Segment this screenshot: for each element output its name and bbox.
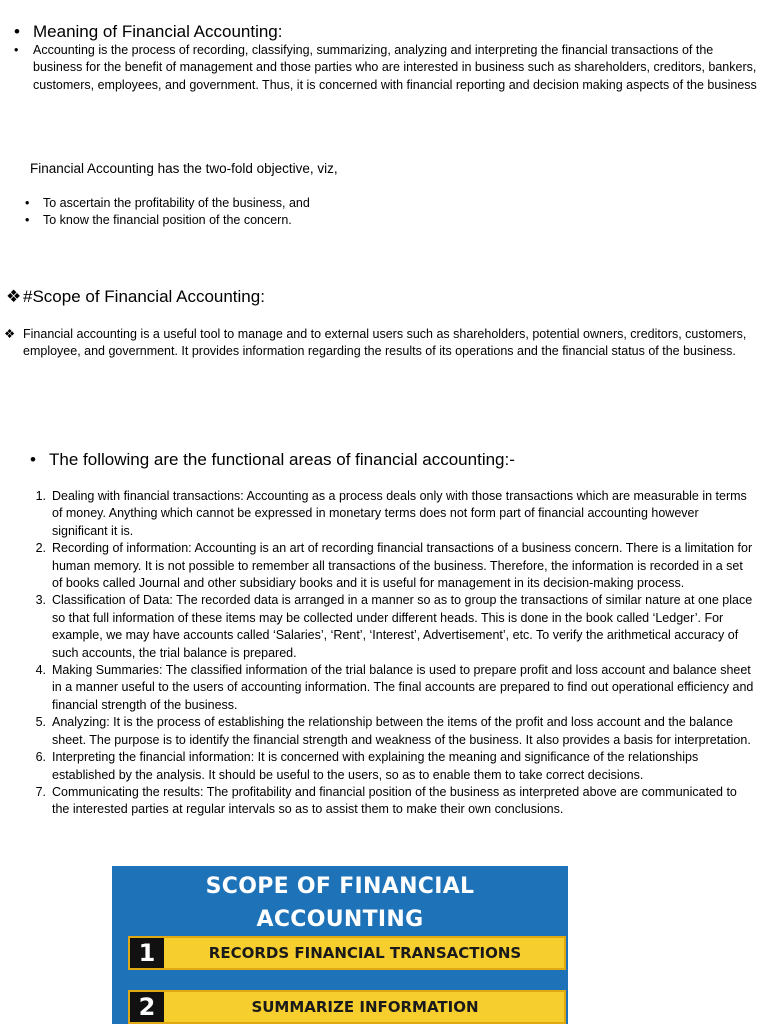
scope-bar <box>128 990 566 1024</box>
number-badge: 2 <box>130 992 164 1022</box>
diamond-bullet-icon: ❖ <box>6 287 22 306</box>
list-number: 3. <box>35 593 46 608</box>
scope-paragraph: Financial accounting is a useful tool to manage and to external users such as shareholders, potential owners, creditors, customers, employee, and government. It provides information regarding the results of its operations and the financial status of the business. <box>23 327 747 359</box>
list-item-text: Communicating the results: The profitability and financial position of the business as interpreted above are communicated to the interested parties at regular intervals so as to assist them to make their own conclusions. <box>52 784 737 817</box>
list-item <box>30 592 754 662</box>
list-item-text: Recording of information: Accounting is an art of recording financial transactions of a business concern. There is a limitation for human memory. It is not possible to remember all transactions of the business. Therefore, the information is recorded in a set of books called Journal and other subsidiary books and it is useful for management in its decision-making process. <box>52 541 753 591</box>
list-item-text: Dealing with financial transactions: Accounting as a process deals only with those transactions which are measurable in terms of money. Anything which cannot be expressed in monetary terms does not form part of financial accounting however significant it is. <box>52 489 747 538</box>
list-number: 4. <box>35 663 46 678</box>
image-title <box>112 870 568 936</box>
image-title-line: ACCOUNTING <box>256 907 424 932</box>
number-badge: 1 <box>130 938 164 968</box>
meaning-heading: Meaning of Financial Accounting: <box>33 22 283 41</box>
list-number: 1. <box>35 489 46 503</box>
list-item-text: Analyzing: It is the process of establishing the relationship between the items of the profit and loss account and the balance sheet. The purpose is to identify the financial strength and weakness of the business. It also provides a basis for interpretation. <box>52 715 751 747</box>
bar-label: SUMMARIZE INFORMATION <box>251 998 479 1016</box>
objective-list <box>25 195 725 230</box>
list-item-text: Interpreting the financial information: It is concerned with explaining the meaning and significance of the relationships established by the analysis. It should be useful to the users, so as to enable them to take correct decisions. <box>52 750 699 782</box>
list-item-text: To know the financial position of the concern. <box>43 213 292 228</box>
bar-label: RECORDS FINANCIAL TRANSACTIONS <box>208 944 522 962</box>
list-item <box>30 540 754 592</box>
list-bullet: • <box>25 196 30 210</box>
scope-bar <box>128 936 566 970</box>
list-number: 7. <box>35 784 46 799</box>
meaning-paragraph: Accounting is the process of recording, classifying, summarizing, analyzing and interpreting the financial transactions of the business for the benefit of management and those parties who are interested in business such as shareholders, creditors, bankers, customers, employees, and government. Thus, it is concerned with financial reporting and decision making aspects of the business <box>33 43 757 92</box>
list-number: 2. <box>35 541 46 556</box>
list-item-text: Classification of Data: The recorded data is arranged in a manner so as to group the transactions of similar nature at one place so that full information of these items may be collected under different heads. This is done in the book called ‘Ledger’. For example, we may have accounts called ‘Salaries’, ‘Rent’, ‘Interest’, Advertisement’, etc. To verify the arithmetical accuracy of such accounts, the trial balance is prepared. <box>52 593 753 660</box>
list-number: 6. <box>35 750 46 765</box>
functional-heading: The following are the functional areas of financial accounting:- <box>49 450 515 469</box>
list-item-text: Making Summaries: The classified information of the trial balance is used to prepare profit and loss account and balance sheet in a manner useful to the users of accounting information. The final accounts are prepared to find out operational efficiency and financial strength of the business. <box>52 663 754 712</box>
scope-heading: #Scope of Financial Accounting: <box>23 287 265 306</box>
paragraph-bullet: • <box>14 43 19 57</box>
list-bullet: • <box>25 213 30 228</box>
image-title-line: SCOPE OF FINANCIAL <box>205 874 475 899</box>
list-item <box>25 212 725 229</box>
list-item <box>30 488 754 540</box>
heading-bullet: • <box>30 450 36 469</box>
functional-areas-list <box>30 488 754 819</box>
diamond-bullet-icon: ❖ <box>4 327 16 341</box>
list-item-text: To ascertain the profitability of the business, and <box>43 196 310 210</box>
list-item <box>30 784 754 819</box>
scope-image-panel <box>112 866 568 1024</box>
heading-bullet: • <box>14 22 20 41</box>
list-number: 5. <box>35 715 46 730</box>
list-item <box>25 195 725 212</box>
list-item <box>30 749 754 784</box>
list-item <box>30 714 754 749</box>
objective-intro: Financial Accounting has the two-fold objective, viz, <box>30 161 338 176</box>
list-item <box>30 662 754 714</box>
